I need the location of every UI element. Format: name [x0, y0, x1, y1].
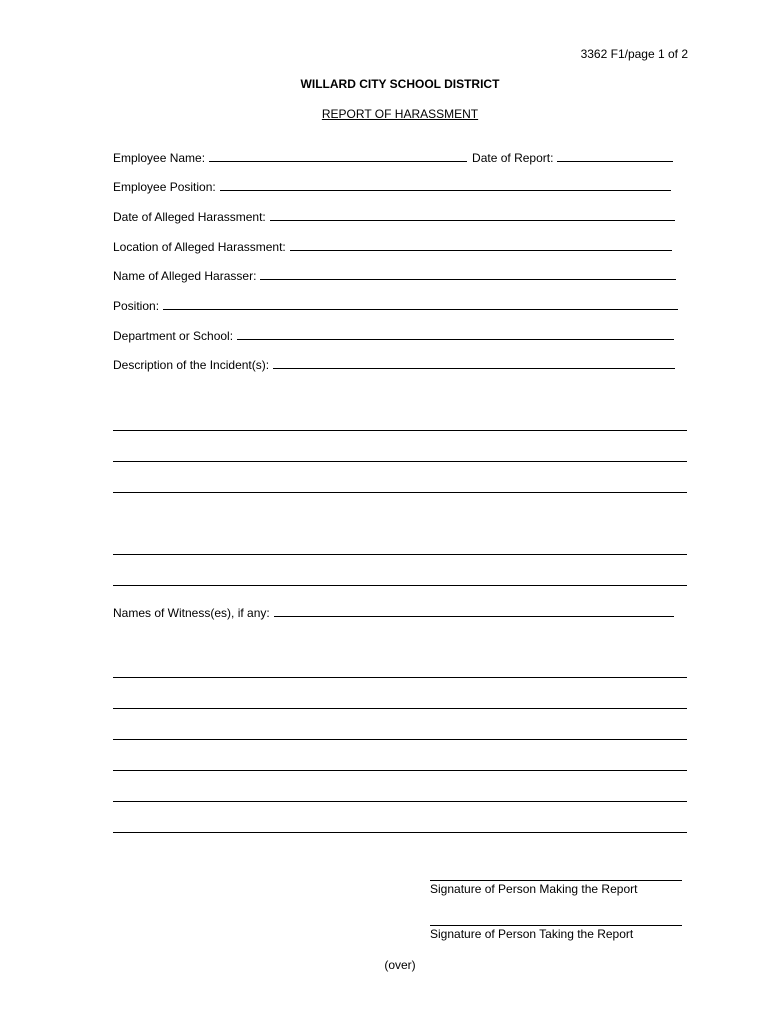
page-reference: 3362 F1/page 1 of 2	[580, 47, 688, 61]
description-blank-line[interactable]	[113, 461, 687, 462]
description-blank-line[interactable]	[113, 492, 687, 493]
description-blank-line[interactable]	[113, 430, 687, 431]
signature-taking-label: Signature of Person Taking the Report	[430, 927, 634, 941]
location-alleged-row	[113, 240, 672, 254]
location-alleged-field[interactable]	[290, 249, 672, 251]
location-alleged-label: Location of Alleged Harassment:	[113, 240, 286, 254]
signature-making-line[interactable]	[430, 880, 682, 881]
signature-making-label: Signature of Person Making the Report	[430, 882, 638, 896]
employee-name-row	[113, 151, 673, 165]
witnesses-field[interactable]	[274, 615, 674, 617]
position-label: Position:	[113, 299, 160, 313]
over-note: (over)	[384, 958, 416, 972]
employee-name-label: Employee Name:	[113, 151, 206, 165]
form-title	[0, 107, 770, 121]
employee-name-field[interactable]	[209, 160, 467, 162]
witnesses-row	[113, 606, 674, 620]
department-row	[113, 329, 674, 343]
witnesses-blank-line[interactable]	[113, 677, 687, 678]
description-field[interactable]	[273, 367, 675, 369]
date-of-report-field[interactable]	[557, 160, 673, 162]
name-harasser-row	[113, 269, 676, 283]
witnesses-blank-line[interactable]	[113, 708, 687, 709]
district-name: WILLARD CITY SCHOOL DISTRICT	[300, 77, 500, 91]
description-blank-line[interactable]	[113, 585, 687, 586]
department-label: Department or School:	[113, 329, 234, 343]
department-field[interactable]	[237, 338, 674, 340]
witnesses-blank-line[interactable]	[113, 801, 687, 802]
position-field[interactable]	[163, 308, 678, 310]
name-harasser-field[interactable]	[260, 278, 676, 280]
date-of-report-label: Date of Report:	[472, 151, 554, 165]
form-title-text: REPORT OF HARASSMENT	[321, 107, 479, 121]
employee-position-row	[113, 180, 671, 194]
description-label: Description of the Incident(s):	[113, 358, 270, 372]
witnesses-blank-line[interactable]	[113, 739, 687, 740]
witnesses-label: Names of Witness(es), if any:	[113, 606, 270, 620]
position-row	[113, 299, 678, 313]
employee-position-field[interactable]	[220, 189, 671, 191]
description-row	[113, 358, 675, 372]
description-blank-line[interactable]	[113, 554, 687, 555]
witnesses-blank-line[interactable]	[113, 832, 687, 833]
employee-position-label: Employee Position:	[113, 180, 216, 194]
date-alleged-field[interactable]	[270, 219, 675, 221]
witnesses-blank-line[interactable]	[113, 770, 687, 771]
name-harasser-label: Name of Alleged Harasser:	[113, 269, 257, 283]
signature-taking-line[interactable]	[430, 925, 682, 926]
date-alleged-label: Date of Alleged Harassment:	[113, 210, 266, 224]
date-alleged-row	[113, 210, 675, 224]
